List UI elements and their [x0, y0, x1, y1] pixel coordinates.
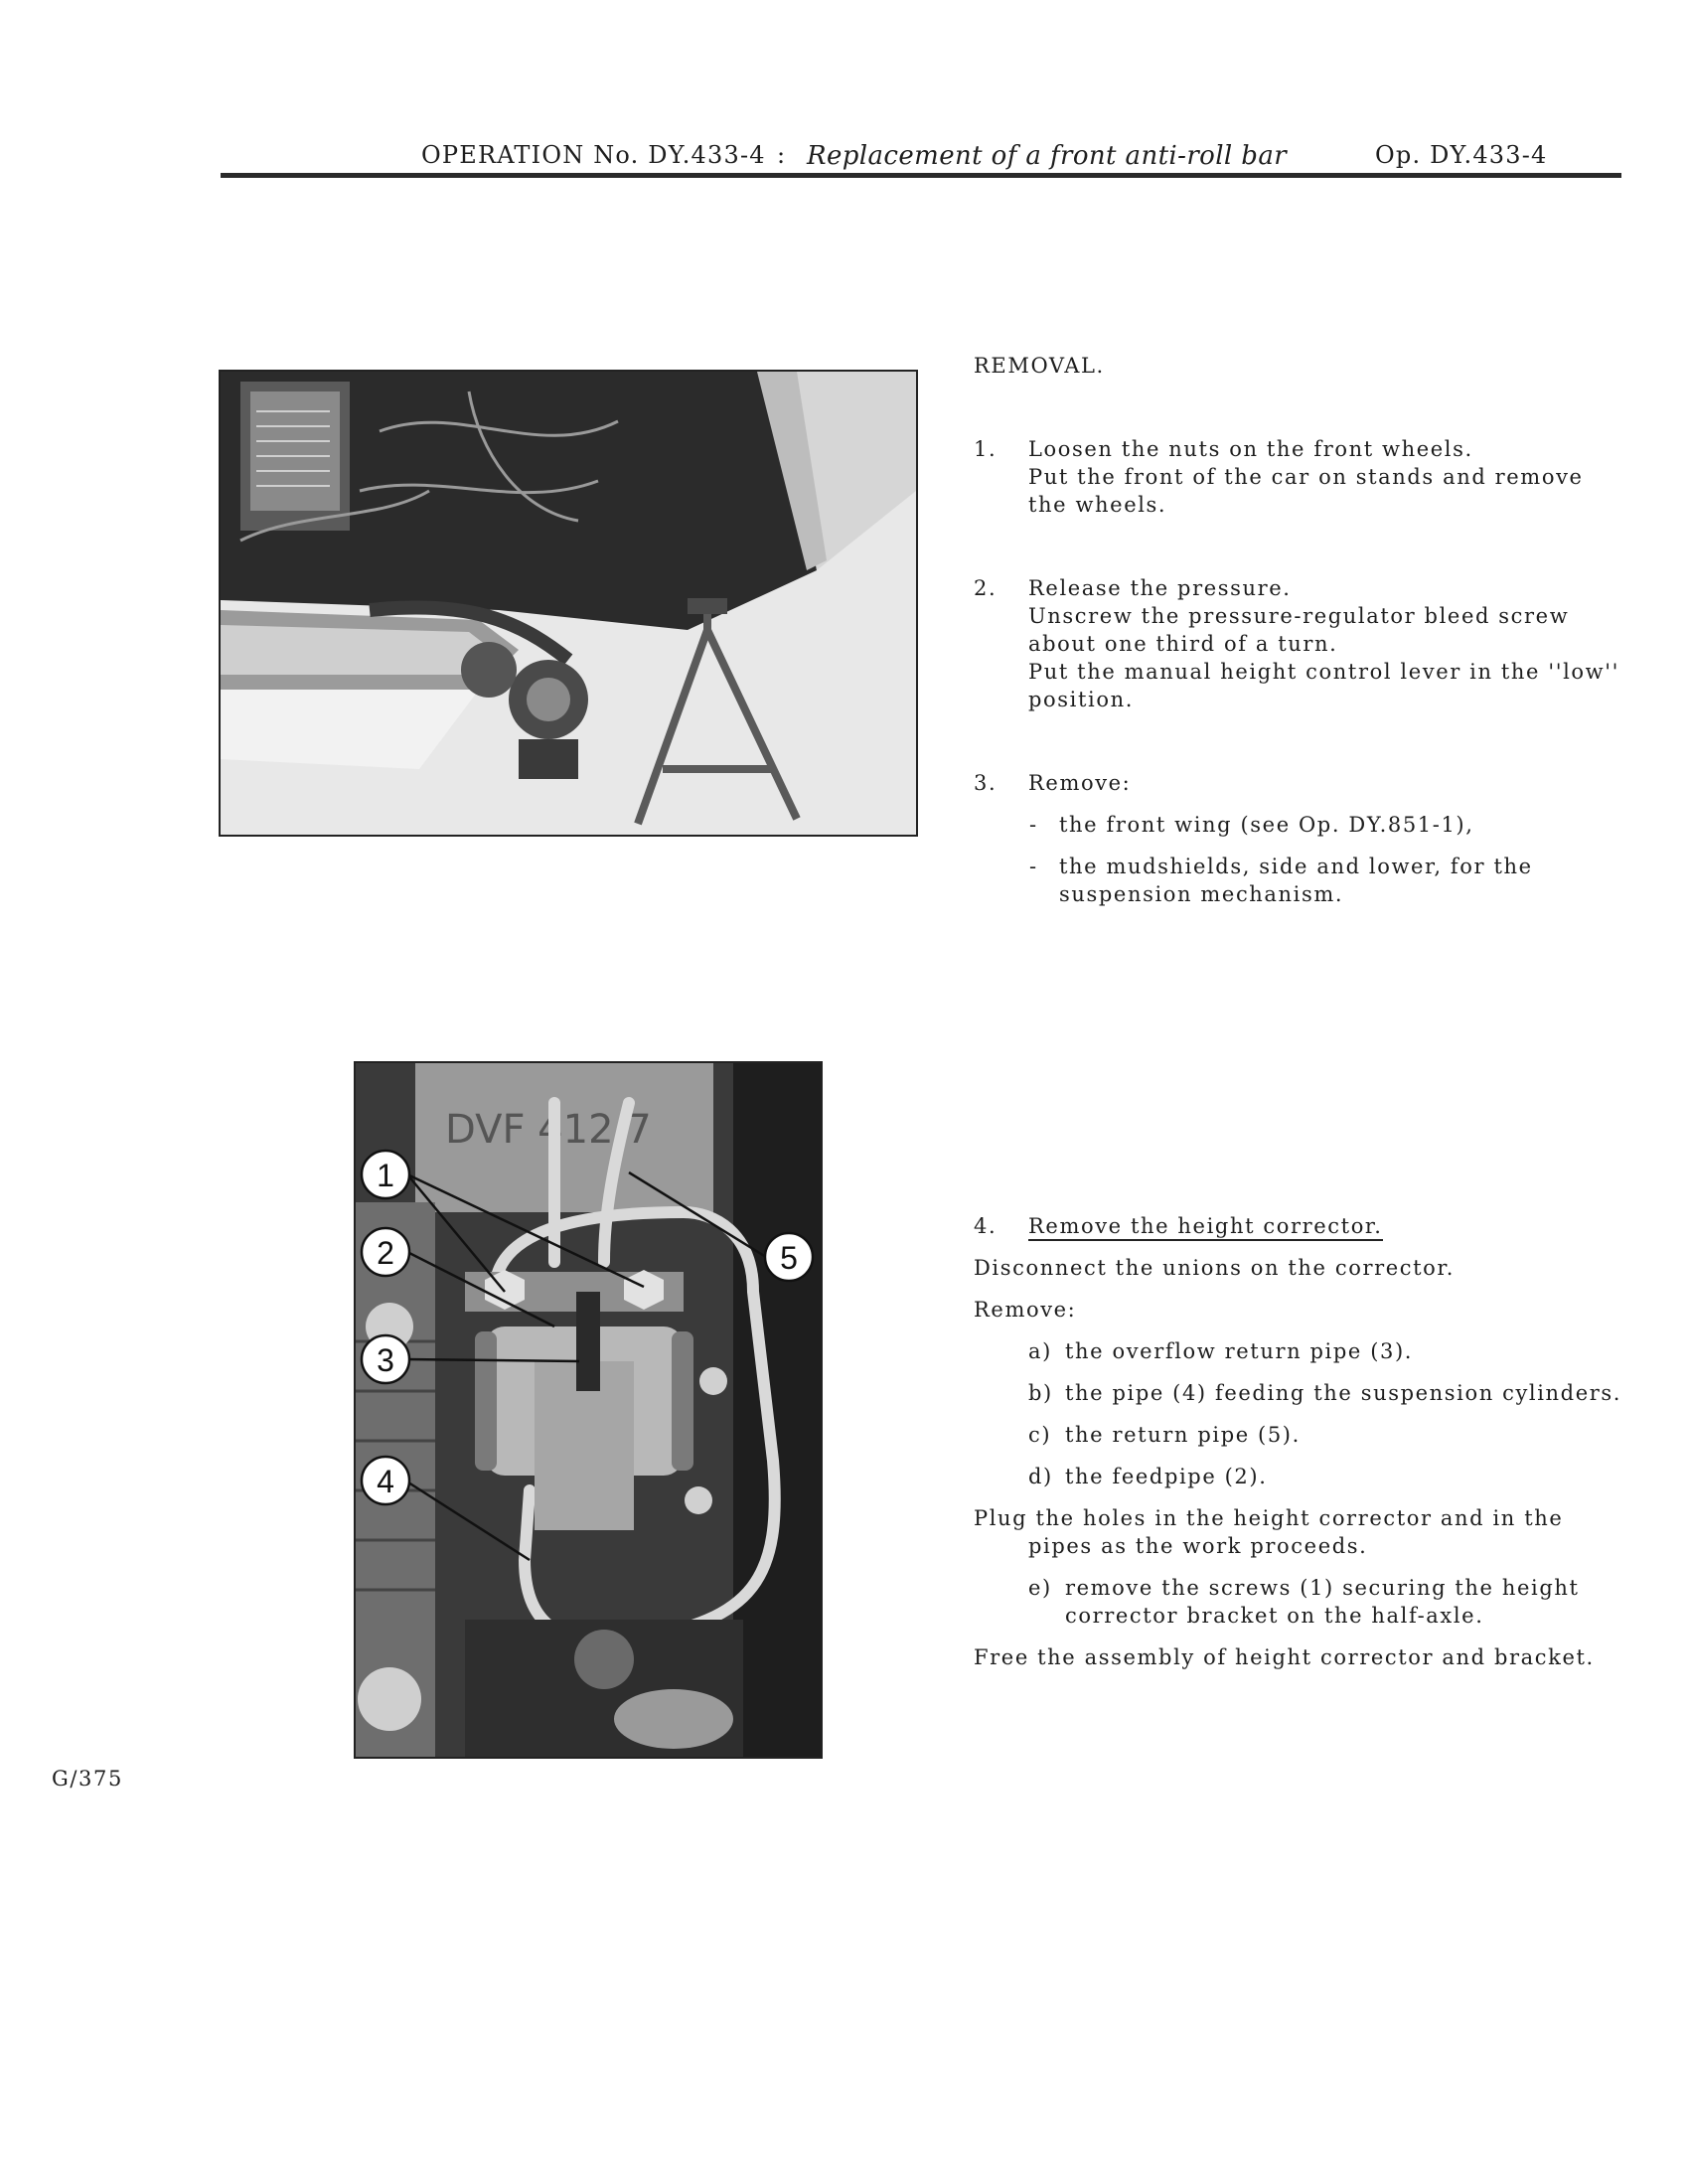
callout-3: 3: [377, 1342, 394, 1378]
item-a: the overflow return pipe (3).: [1065, 1339, 1414, 1363]
step-2: [1028, 574, 1619, 713]
item-c-label: c): [1028, 1423, 1052, 1447]
step-line: position.: [1028, 688, 1134, 711]
operation-number: OPERATION No. DY.433-4: [421, 141, 766, 169]
item-b-label: b): [1028, 1381, 1053, 1405]
callout-1: 1: [377, 1158, 394, 1193]
photo-height-corrector: [354, 1061, 823, 1759]
step-3-label: Remove:: [1028, 771, 1132, 795]
step-line: Put the manual height control lever in the ''low'': [1028, 660, 1619, 684]
step-1-number: 1.: [974, 437, 998, 461]
item-d-label: d): [1028, 1465, 1053, 1488]
item-a-label: a): [1028, 1339, 1052, 1363]
removal-heading: REMOVAL.: [974, 354, 1105, 378]
plug-line-2: pipes as the work proceeds.: [1028, 1534, 1368, 1558]
disconnect-line: Disconnect the unions on the corrector.: [974, 1256, 1456, 1280]
bullet-line: suspension mechanism.: [1059, 882, 1344, 906]
step-line: Loosen the nuts on the front wheels.: [1028, 437, 1473, 461]
bullet-mudshields: [1059, 853, 1533, 908]
bullet-dash: -: [1029, 855, 1038, 878]
step-line: Put the front of the car on stands and remove: [1028, 465, 1584, 489]
header-rule: [221, 173, 1621, 178]
casting-text: DVF 412 7: [445, 1107, 652, 1153]
bullet-front-wing: the front wing (see Op. DY.851-1),: [1059, 813, 1474, 837]
item-d: the feedpipe (2).: [1065, 1465, 1268, 1488]
step-line: the wheels.: [1028, 493, 1167, 517]
item-e: [1065, 1574, 1580, 1630]
item-e-label: e): [1028, 1576, 1052, 1600]
step-1: [1028, 435, 1584, 519]
step-4-number: 4.: [974, 1214, 998, 1238]
page-title: Replacement of a front anti-roll bar: [807, 141, 1288, 171]
remove-label: Remove:: [974, 1298, 1077, 1322]
operation-reference: Op. DY.433-4: [1375, 141, 1548, 169]
item-e-line: remove the screws (1) securing the height: [1065, 1576, 1580, 1600]
callout-4: 4: [377, 1464, 394, 1499]
step-line: Unscrew the pressure-regulator bleed screw: [1028, 604, 1570, 628]
page-reference: G/375: [52, 1767, 123, 1791]
callout-2: 2: [377, 1235, 394, 1271]
step-4-heading: [1028, 1212, 1383, 1240]
header-separator: :: [777, 141, 787, 169]
bullet-line: the mudshields, side and lower, for the: [1059, 855, 1533, 878]
plug-line-1: Plug the holes in the height corrector and in the: [974, 1506, 1564, 1530]
item-e-line: corrector bracket on the half-axle.: [1065, 1604, 1484, 1628]
step-2-number: 2.: [974, 576, 998, 600]
item-b: the pipe (4) feeding the suspension cylinders.: [1065, 1381, 1622, 1405]
bullet-dash: -: [1029, 813, 1038, 837]
final-line: Free the assembly of height corrector and bracket.: [974, 1645, 1595, 1669]
callout-5: 5: [780, 1240, 798, 1276]
item-c: the return pipe (5).: [1065, 1423, 1301, 1447]
step-line: Release the pressure.: [1028, 576, 1292, 600]
step-line: about one third of a turn.: [1028, 632, 1338, 656]
photo-car-on-stand: [219, 370, 918, 837]
step-4-heading-text: Remove the height corrector.: [1028, 1214, 1383, 1241]
step-3-number: 3.: [974, 771, 998, 795]
